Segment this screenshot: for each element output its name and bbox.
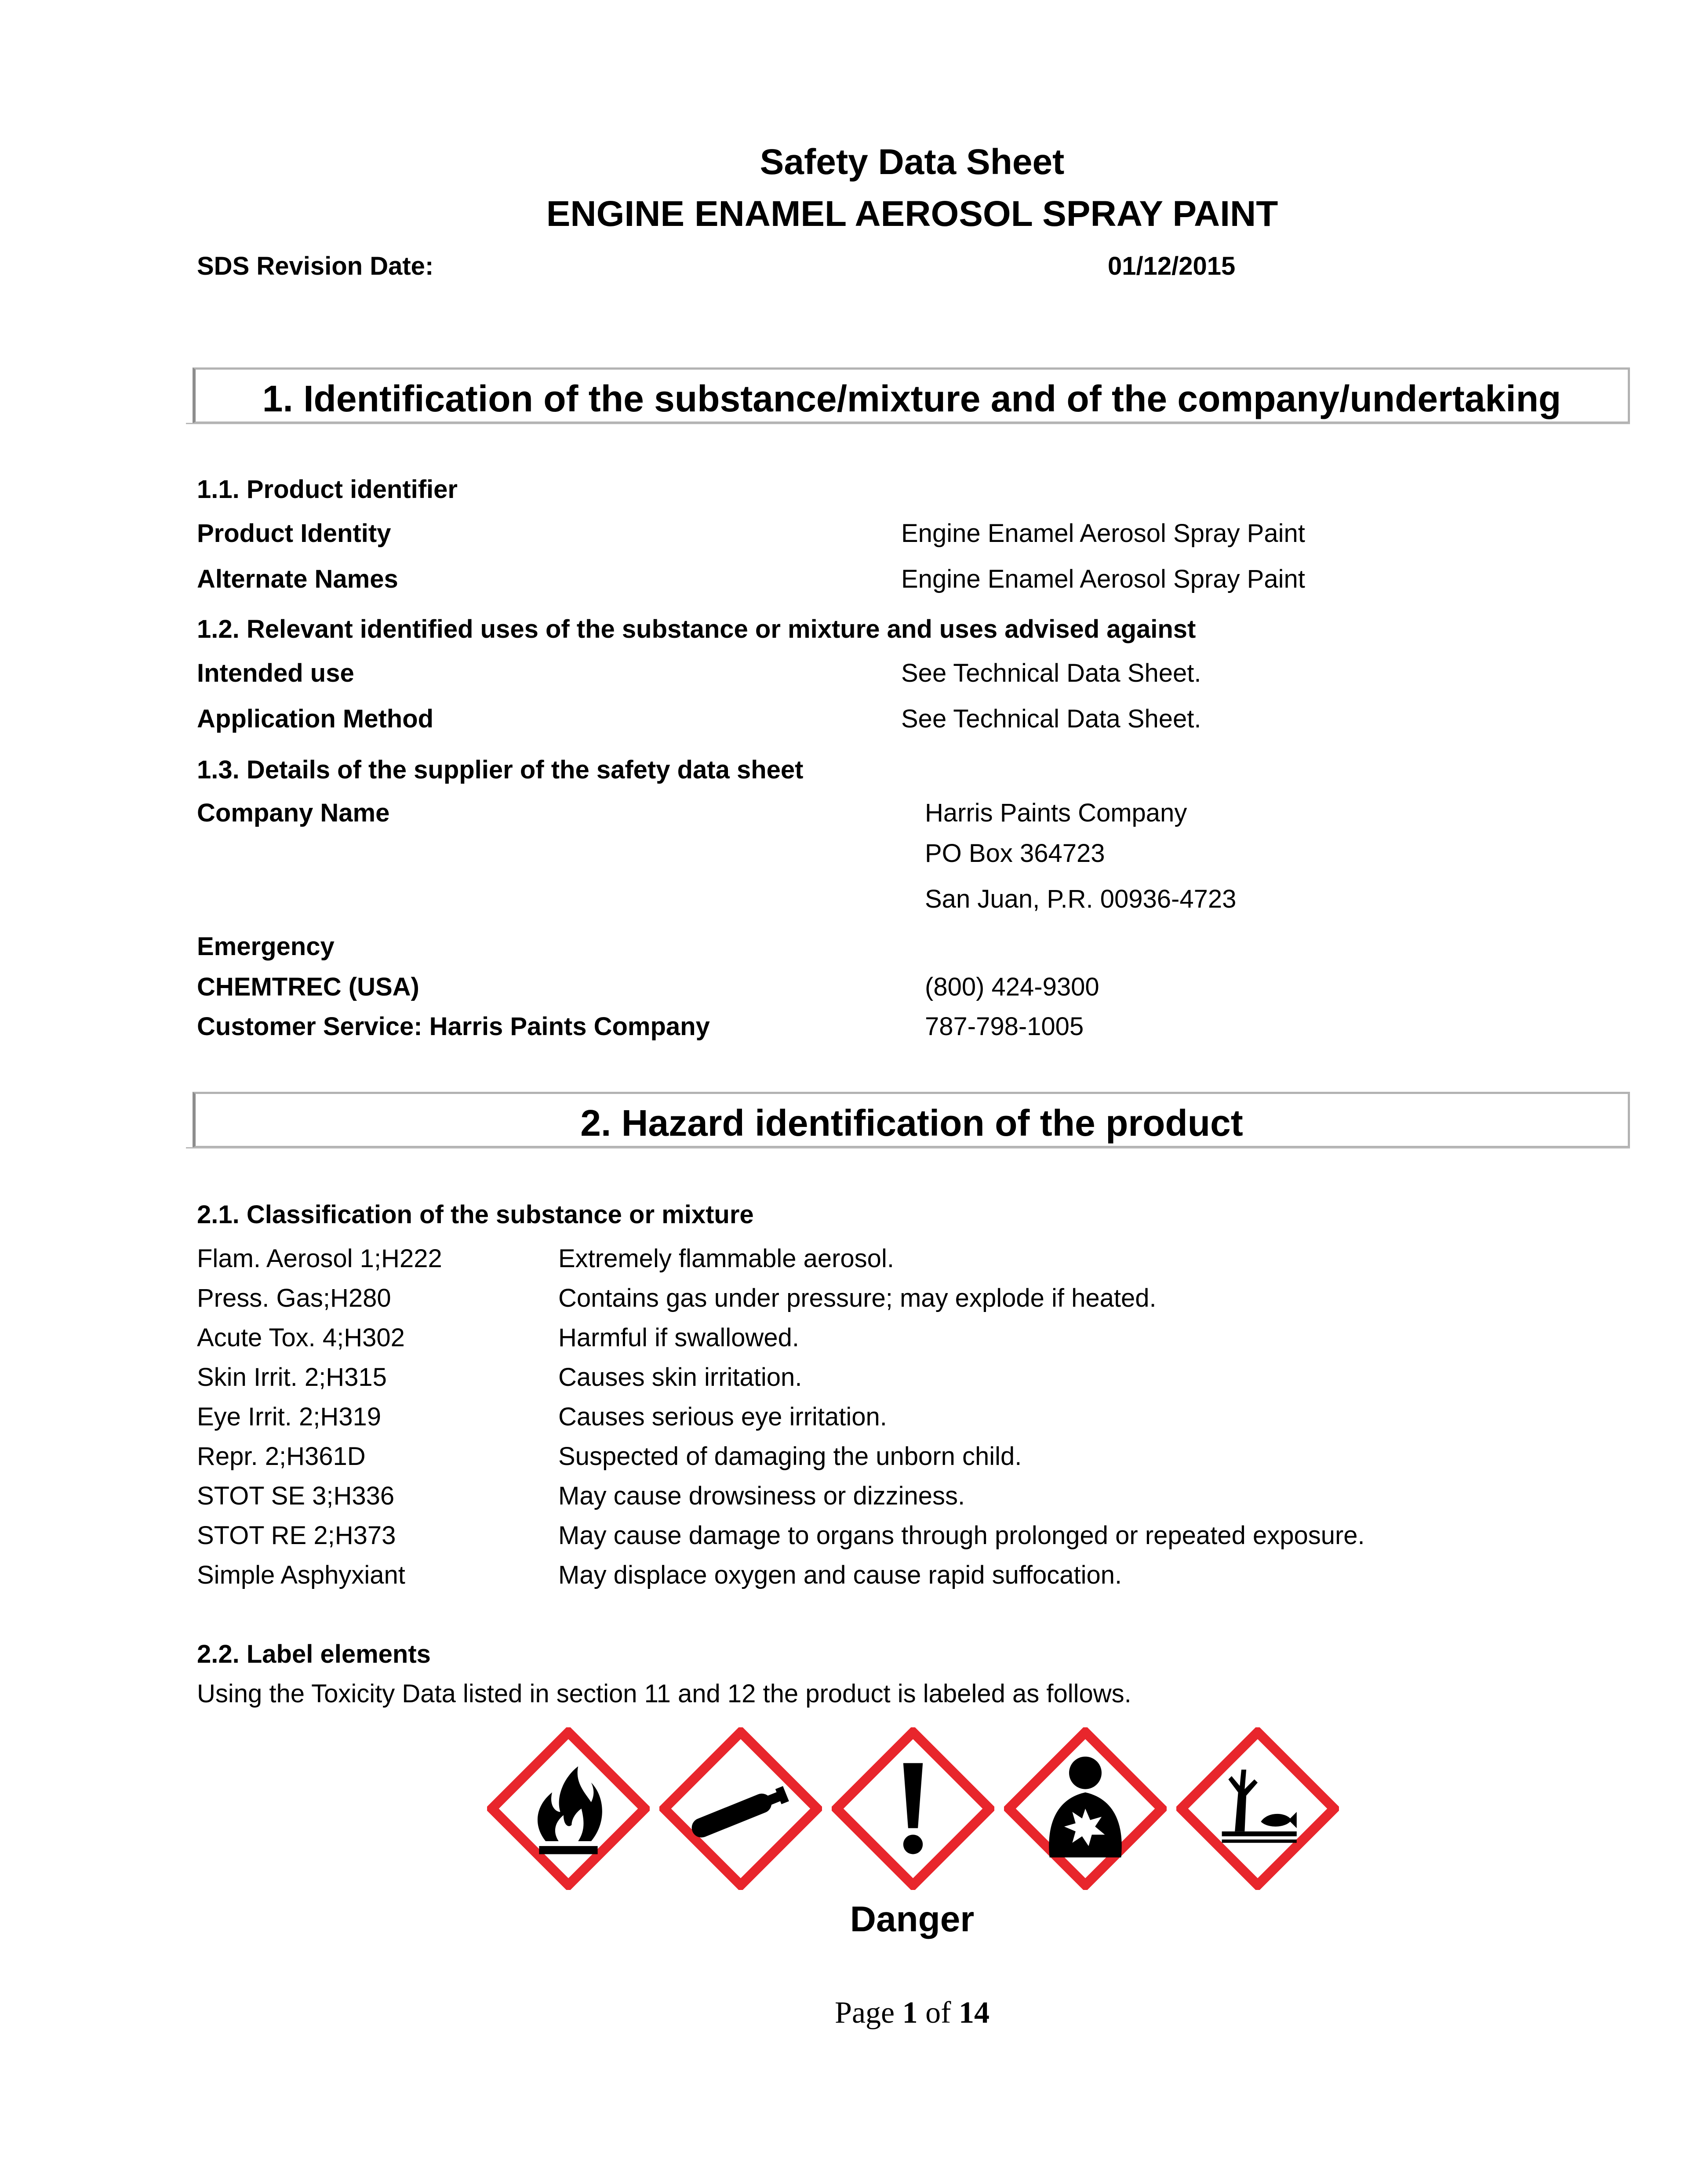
revision-date-label: SDS Revision Date: <box>197 252 434 280</box>
classification-text: Causes skin irritation. <box>558 1363 802 1392</box>
label-intro: Using the Toxicity Data listed in section 11 and 12 the product is labeled as follows. <box>197 1679 1131 1708</box>
page-prefix: Page <box>835 1996 895 2030</box>
classification-code: STOT SE 3;H336 <box>197 1482 395 1510</box>
subsection-1-1: 1.1. Product identifier <box>197 475 458 504</box>
classification-code: Repr. 2;H361D <box>197 1442 366 1471</box>
chemtrec-label: CHEMTREC (USA) <box>197 973 419 1001</box>
customer-service-label: Customer Service: Harris Paints Company <box>197 1012 710 1041</box>
subsection-1-2: 1.2. Relevant identified uses of the substance or mixture and uses advised against <box>197 615 1196 643</box>
classification-code: Simple Asphyxiant <box>197 1561 405 1589</box>
address-line-2: San Juan, P.R. 00936-4723 <box>925 885 1237 913</box>
company-name-label: Company Name <box>197 799 390 827</box>
revision-date-value: 01/12/2015 <box>1108 252 1236 280</box>
document-title: Safety Data Sheet <box>760 142 1065 182</box>
customer-service-phone: 787-798-1005 <box>925 1012 1084 1041</box>
section-1-header <box>193 367 1630 424</box>
chemtrec-phone: (800) 424-9300 <box>925 973 1099 1001</box>
alternate-names-label: Alternate Names <box>197 565 398 593</box>
page-of: of <box>925 1996 951 2030</box>
exclamation-mark-icon <box>832 1727 994 1890</box>
classification-code: Skin Irrit. 2;H315 <box>197 1363 387 1392</box>
application-method-value: See Technical Data Sheet. <box>901 705 1201 733</box>
classification-code: Eye Irrit. 2;H319 <box>197 1403 382 1431</box>
subsection-2-2: 2.2. Label elements <box>197 1640 431 1668</box>
classification-code: Acute Tox. 4;H302 <box>197 1323 405 1352</box>
product-title: ENGINE ENAMEL AEROSOL SPRAY PAINT <box>546 194 1278 234</box>
classification-text: May cause damage to organs through prolonged or repeated exposure. <box>558 1521 1365 1550</box>
classification-code: STOT RE 2;H373 <box>197 1521 396 1550</box>
emergency-label: Emergency <box>197 932 335 961</box>
address-line-1: PO Box 364723 <box>925 839 1105 868</box>
classification-text: Extremely flammable aerosol. <box>558 1244 894 1273</box>
subsection-2-1: 2.1. Classification of the substance or mixture <box>197 1200 754 1229</box>
classification-text: May displace oxygen and cause rapid suffocation. <box>558 1561 1122 1589</box>
flame-icon <box>487 1727 650 1890</box>
classification-code: Flam. Aerosol 1;H222 <box>197 1244 442 1273</box>
signal-word: Danger <box>850 1899 975 1939</box>
health-hazard-icon <box>1004 1727 1167 1890</box>
page-number <box>0 1995 1688 2031</box>
classification-text: May cause drowsiness or dizziness. <box>558 1482 965 1510</box>
company-name: Harris Paints Company <box>925 799 1187 827</box>
gas-cylinder-icon <box>659 1727 822 1890</box>
intended-use-label: Intended use <box>197 659 354 687</box>
section-1-title: 1. Identification of the substance/mixture and of the company/undertaking <box>262 378 1561 419</box>
environment-icon <box>1176 1727 1339 1890</box>
page-total: 14 <box>958 1996 990 2030</box>
application-method-label: Application Method <box>197 705 434 733</box>
classification-text: Contains gas under pressure; may explode if heated. <box>558 1284 1157 1312</box>
classification-text: Causes serious eye irritation. <box>558 1403 887 1431</box>
ghs-pictograms <box>487 1727 1340 1890</box>
product-identity-label: Product Identity <box>197 519 391 548</box>
classification-text: Harmful if swallowed. <box>558 1323 799 1352</box>
section-2-title: 2. Hazard identification of the product <box>580 1102 1243 1144</box>
alternate-names-value: Engine Enamel Aerosol Spray Paint <box>901 565 1305 593</box>
product-identity-value: Engine Enamel Aerosol Spray Paint <box>901 519 1305 548</box>
classification-text: Suspected of damaging the unborn child. <box>558 1442 1022 1471</box>
classification-code: Press. Gas;H280 <box>197 1284 391 1312</box>
intended-use-value: See Technical Data Sheet. <box>901 659 1201 687</box>
subsection-1-3: 1.3. Details of the supplier of the safety data sheet <box>197 756 804 784</box>
page-current: 1 <box>902 1996 918 2030</box>
section-2-header <box>193 1092 1630 1148</box>
